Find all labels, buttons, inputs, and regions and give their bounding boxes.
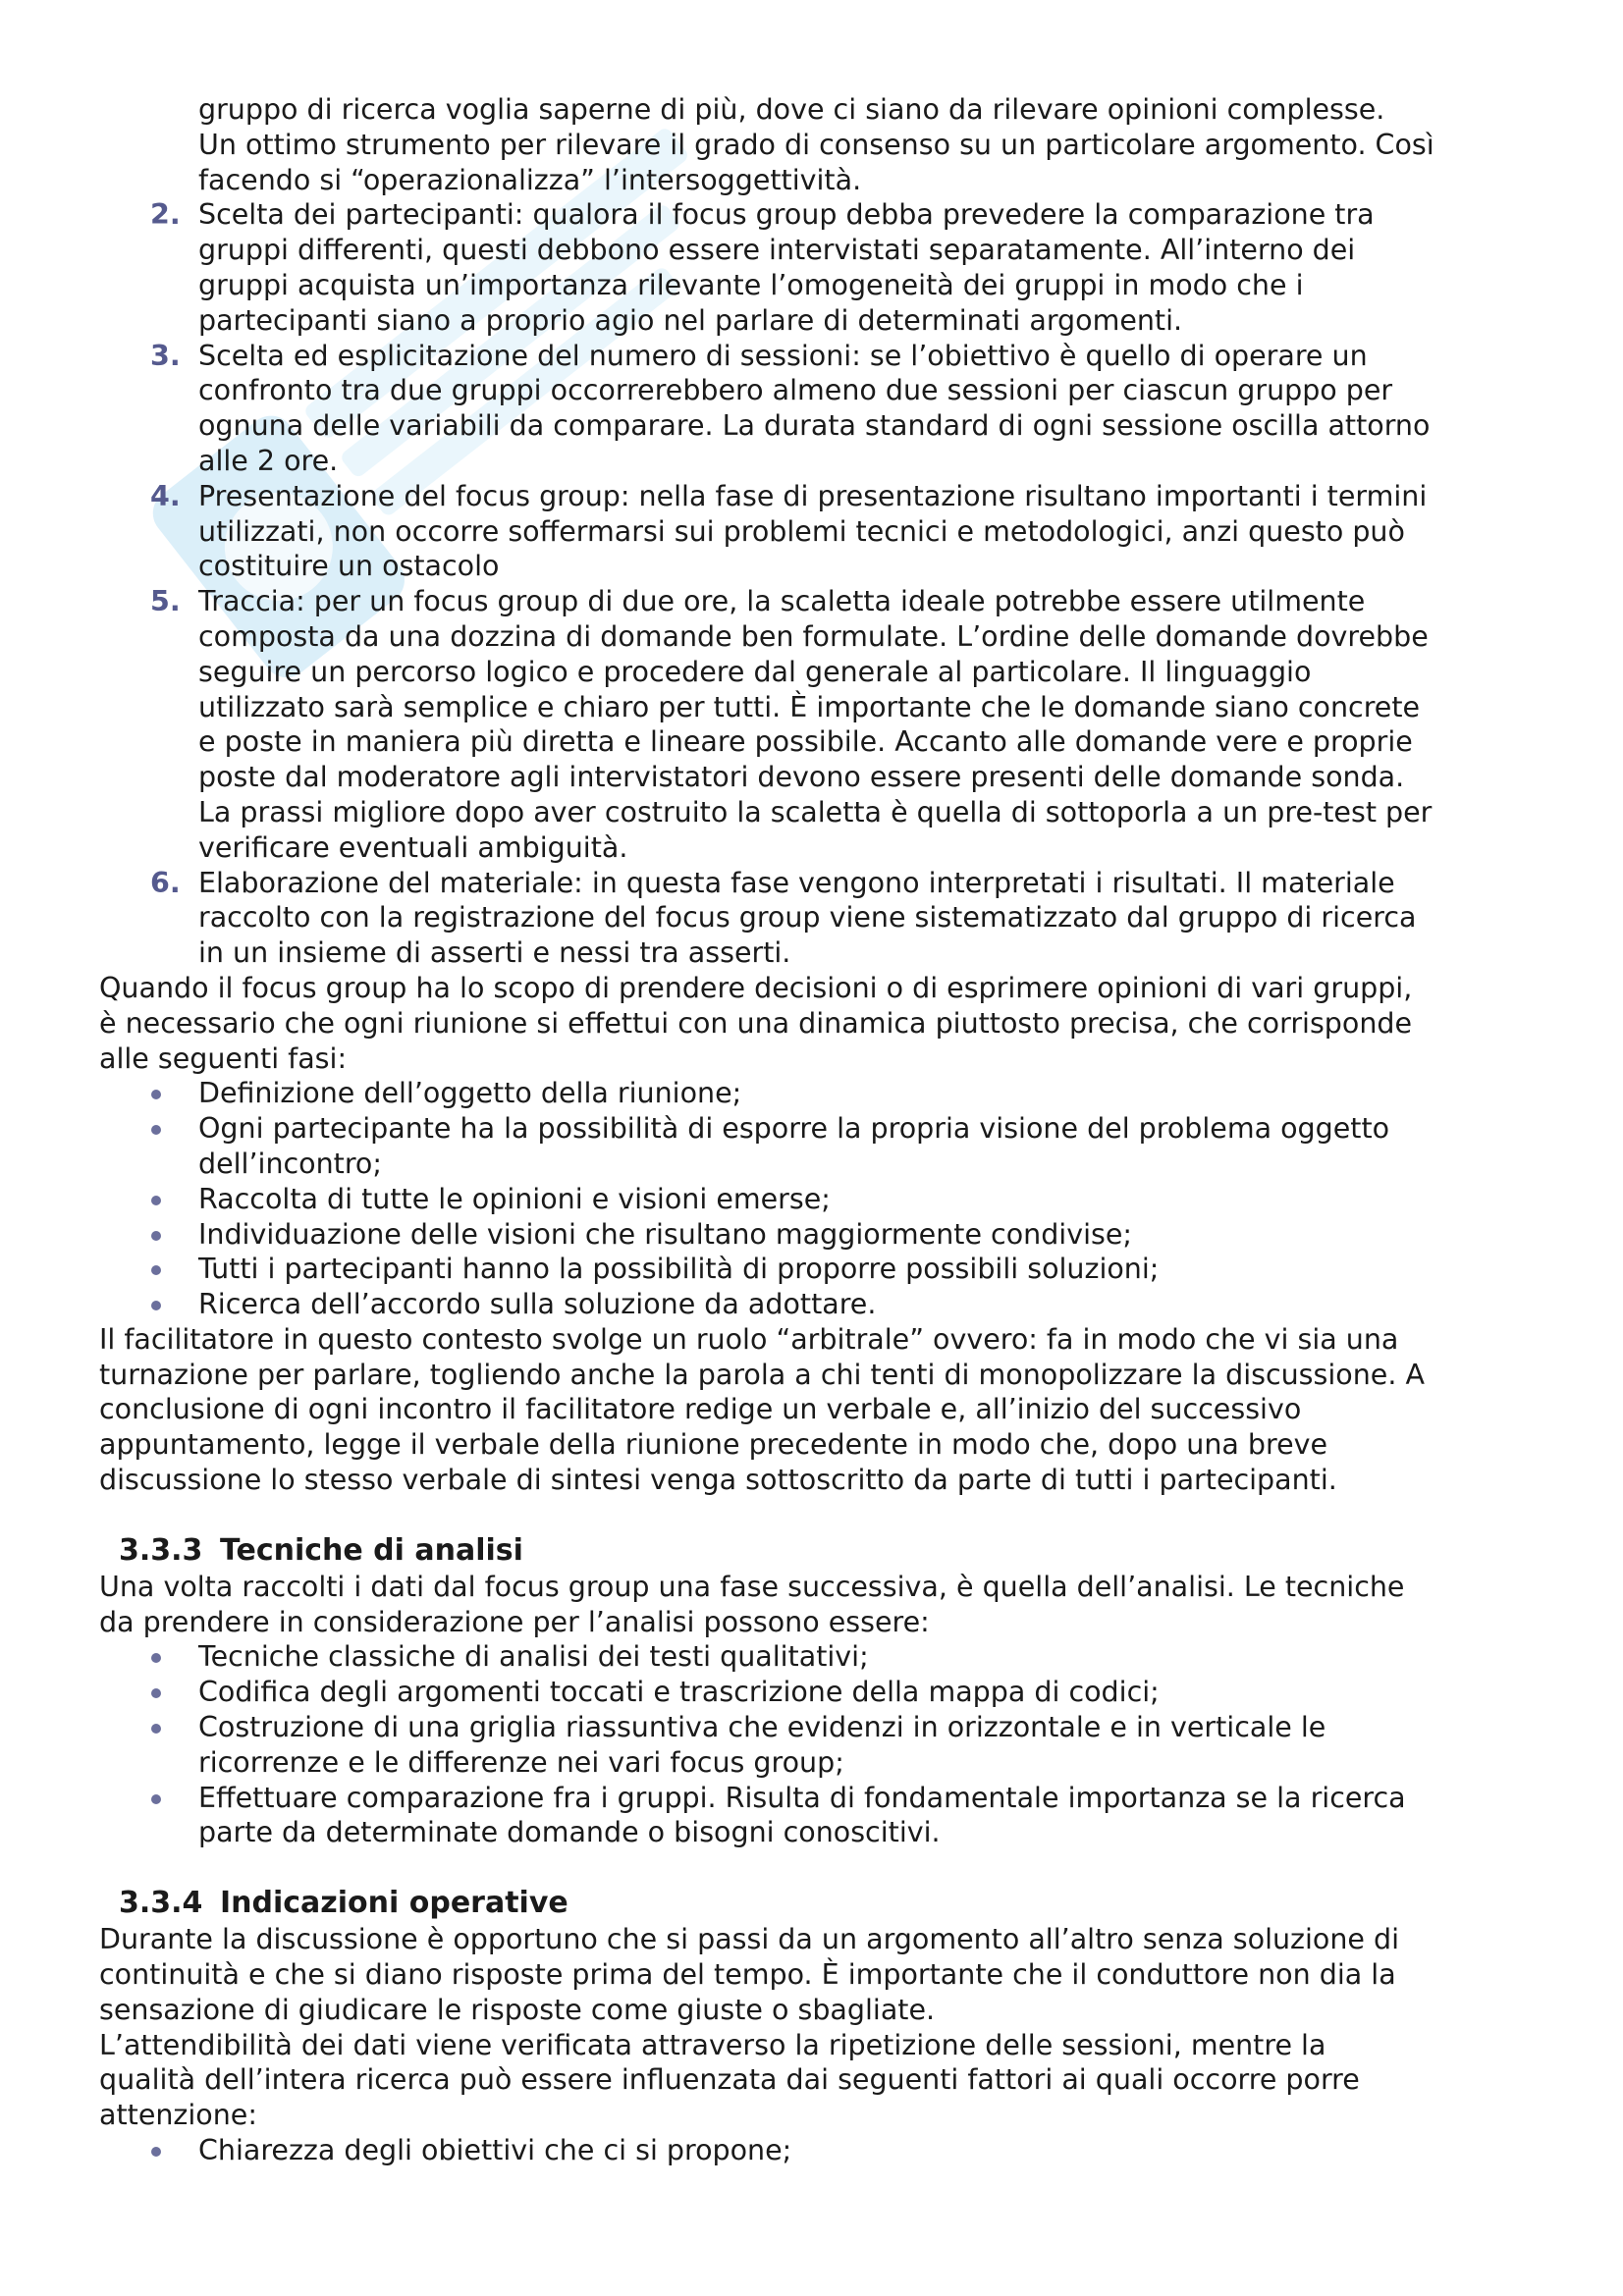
paragraph-facilitator: [99, 1322, 1542, 1498]
text-line: è necessario che ogni riunione si effettui con una dinamica piuttosto precisa, che corrisponde: [99, 1006, 1413, 1040]
text-line: Definizione dell’oggetto della riunione;: [198, 1077, 742, 1110]
text-line: turnazione per parlare, togliendo anche la parola a chi tenti di monopolizzare la discussione. A: [99, 1358, 1425, 1391]
paragraph-operative-1: [99, 1922, 1542, 2027]
text-line: continuità e che si diano risposte prima del tempo. È importante che il conduttore non dia la: [99, 1958, 1396, 1992]
text-line: Raccolta di tutte le opinioni e visioni emerse;: [198, 1182, 831, 1215]
text-line: partecipanti siano a proprio agio nel parlare di determinati argomenti.: [198, 303, 1183, 337]
bullet-item: [99, 1217, 1542, 1253]
text-line: Scelta dei partecipanti: qualora il focus group debba prevedere la comparazione tra: [198, 198, 1375, 232]
section-heading-3-3-3: [99, 1532, 1542, 1570]
text-line: Presentazione del focus group: nella fase di presentazione risultano importanti i termini: [198, 479, 1428, 512]
paragraph-analysis: [99, 1570, 1542, 1640]
text-line: conclusione di ogni incontro il facilitatore redige un verbale e, all’inizio del successivo: [99, 1393, 1302, 1426]
bullet-item: [99, 1252, 1542, 1287]
bullet-item: [99, 1710, 1542, 1781]
numbered-steps: [99, 197, 1542, 971]
text-line: composta da una dozzina di domande ben formulate. L’ordine delle domande dovrebbe: [198, 619, 1429, 653]
text-line: Una volta raccolti i dati dal focus group una fase successiva, è quella dell’analisi. Le tecniche: [99, 1570, 1405, 1603]
text-line: Durante la discussione è opportuno che si passi da un argomento all’altro senza soluzione di: [99, 1923, 1400, 1956]
text-line: gruppi differenti, questi debbono essere intervistati separatamente. All’interno dei: [198, 234, 1356, 267]
text-line: Ogni partecipante ha la possibilità di esporre la propria visione del problema oggetto: [198, 1112, 1390, 1146]
numbered-item: [99, 479, 1542, 584]
item-number: 4.: [150, 479, 181, 512]
numbered-item: [99, 584, 1542, 865]
text-line: da prendere in considerazione per l’analisi possono essere:: [99, 1605, 930, 1638]
bullet-item: [99, 1111, 1542, 1182]
text-line: costituire un ostacolo: [198, 550, 500, 583]
section-title: Indicazioni operative: [220, 1886, 568, 1921]
text-line: Ricerca dell’accordo sulla soluzione da adottare.: [198, 1288, 877, 1321]
text-line: facendo si “operazionalizza” l’intersoggettività.: [198, 163, 862, 196]
text-line: utilizzati, non occorre soffermarsi sui problemi tecnici e metodologici, anzi questo può: [198, 514, 1405, 548]
text-line: discussione lo stesso verbale di sintesi venga sottoscritto da parte di tutti i partecipanti.: [99, 1464, 1337, 1497]
text-line: ognuna delle variabili da comparare. La durata standard di ogni sessione oscilla attorno: [198, 409, 1431, 443]
bullet-item: [99, 2133, 1542, 2168]
bullet-item: [99, 1182, 1542, 1217]
text-line: verificare eventuali ambiguità.: [198, 830, 628, 864]
text-line: gruppi acquista un’importanza rilevante l’omogeneità dei gruppi in modo che i: [198, 268, 1304, 301]
paragraph-decisions: [99, 971, 1542, 1076]
numbered-item: [99, 866, 1542, 971]
text-line: alle 2 ore.: [198, 444, 339, 477]
item-number: 2.: [150, 198, 181, 232]
factors-list: [99, 2133, 1542, 2168]
numbered-item: [99, 339, 1542, 479]
text-line: Il facilitatore in questo contesto svolge un ruolo “arbitrale” ovvero: fa in modo che vi sia una: [99, 1322, 1399, 1356]
text-line: utilizzato sarà semplice e chiaro per tutti. È importante che le domande siano concrete: [198, 690, 1421, 723]
text-line: sensazione di giudicare le risposte come giuste o sbagliate.: [99, 1993, 936, 2026]
text-line: La prassi migliore dopo aver costruito la scaletta è quella di sottoporla a un pre-test per: [198, 795, 1433, 828]
text-line: e poste in maniera più diretta e lineare possibile. Accanto alle domande vere e proprie: [198, 725, 1413, 759]
text-line: raccolto con la registrazione del focus group viene sistematizzato dal gruppo di ricerca: [198, 901, 1417, 934]
section-heading-3-3-4: [99, 1885, 1542, 1922]
section-title: Tecniche di analisi: [220, 1532, 523, 1568]
text-line: Individuazione delle visioni che risultano maggiormente condivise;: [198, 1217, 1132, 1251]
text-line: ricorrenze e le differenze nei vari focus group;: [198, 1745, 844, 1779]
text-line: Codifica degli argomenti toccati e trascrizione della mappa di codici;: [198, 1676, 1160, 1709]
text-line: attenzione:: [99, 2099, 257, 2132]
techniques-list: [99, 1639, 1542, 1850]
text-line: qualità dell’intera ricerca può essere influenzata dai seguenti fattori ai quali occorre porre: [99, 2063, 1360, 2097]
bullet-item: [99, 1287, 1542, 1322]
text-line: L’attendibilità dei dati viene verificata attraverso la ripetizione delle sessioni, mentre la: [99, 2028, 1326, 2061]
bullet-item: [99, 1639, 1542, 1675]
text-line: appuntamento, legge il verbale della riunione precedente in modo che, dopo una breve: [99, 1428, 1328, 1462]
document-page: [99, 92, 1542, 2168]
text-line: seguire un percorso logico e procedere dal generale al particolare. Il linguaggio: [198, 655, 1312, 688]
text-line: Traccia: per un focus group di due ore, la scaletta ideale potrebbe essere utilmente: [198, 585, 1366, 618]
text-line: confronto tra due gruppi occorrerebbero almeno due sessioni per ciascun gruppo per: [198, 374, 1393, 407]
text-line: Tutti i partecipanti hanno la possibilità di proporre possibili soluzioni;: [198, 1253, 1160, 1286]
text-line: in un insieme di asserti e nessi tra asserti.: [198, 936, 791, 970]
text-line: alle seguenti fasi:: [99, 1041, 348, 1075]
text-line: dell’incontro;: [198, 1147, 382, 1180]
section-number: 3.3.3: [119, 1532, 203, 1568]
section-number: 3.3.4: [119, 1886, 203, 1921]
text-line: Scelta ed esplicitazione del numero di sessioni: se l’obiettivo è quello di operare un: [198, 339, 1368, 372]
text-line: poste dal moderatore agli intervistatori devono essere presenti delle domande sonda.: [198, 761, 1405, 794]
item-number: 6.: [150, 866, 181, 899]
text-line: gruppo di ricerca voglia saperne di più, dove ci siano da rilevare opinioni complesse.: [198, 93, 1385, 126]
item-number: 5.: [150, 585, 181, 618]
text-line: Effettuare comparazione fra i gruppi. Risulta di fondamentale importanza se la ricerca: [198, 1781, 1406, 1814]
numbered-item: [99, 197, 1542, 338]
intro-continuation: [198, 92, 1542, 197]
bullet-item: [99, 1781, 1542, 1851]
bullet-item: [99, 1076, 1542, 1111]
text-line: Un ottimo strumento per rilevare il grado di consenso su un particolare argomento. Così: [198, 128, 1434, 161]
item-number: 3.: [150, 339, 181, 372]
text-line: Costruzione di una griglia riassuntiva che evidenzi in orizzontale e in verticale le: [198, 1711, 1326, 1744]
text-line: Chiarezza degli obiettivi che ci si propone;: [198, 2134, 792, 2167]
paragraph-operative-2: [99, 2028, 1542, 2133]
phases-list: [99, 1076, 1542, 1322]
text-line: parte da determinate domande o bisogni conoscitivi.: [198, 1816, 941, 1849]
text-line: Quando il focus group ha lo scopo di prendere decisioni o di esprimere opinioni di vari gruppi,: [99, 971, 1413, 1004]
text-line: Elaborazione del materiale: in questa fase vengono interpretati i risultati. Il materiale: [198, 866, 1395, 899]
text-line: Tecniche classiche di analisi dei testi qualitativi;: [198, 1640, 869, 1674]
bullet-item: [99, 1675, 1542, 1710]
